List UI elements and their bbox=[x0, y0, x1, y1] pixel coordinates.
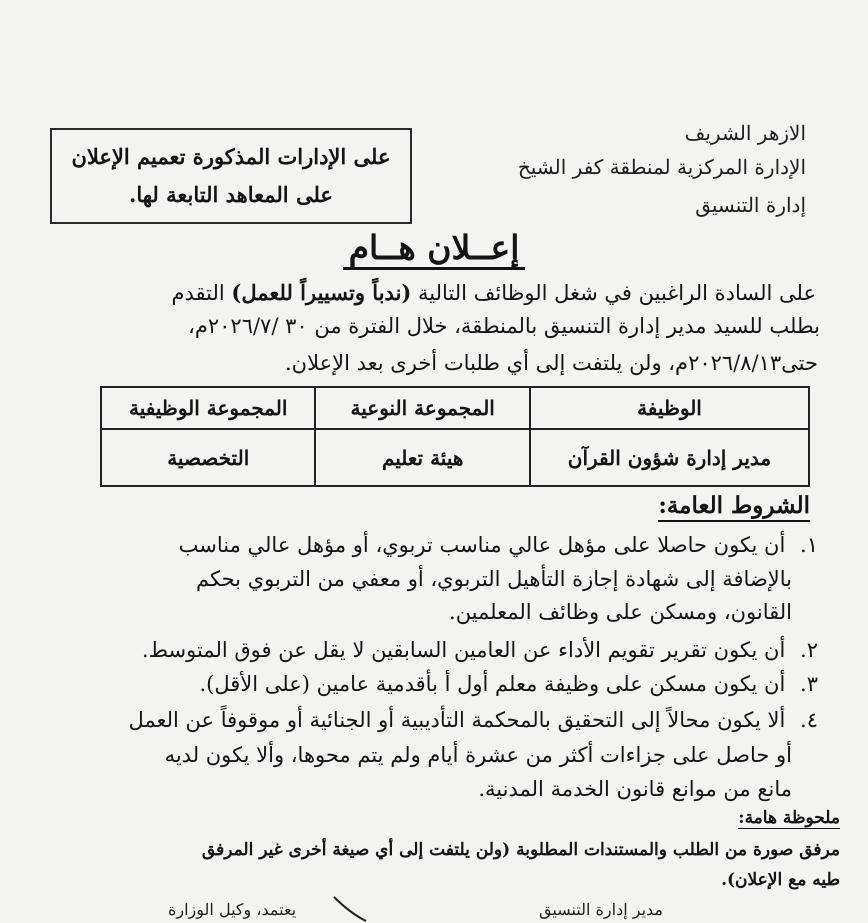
conditions-heading-text: الشروط العامة: bbox=[658, 492, 810, 522]
cell-functional-group: التخصصية bbox=[101, 429, 315, 486]
condition-3-text: أن يكون مسكن على وظيفة معلم أول أ بأقدمية عامين (على الأقل). bbox=[199, 672, 786, 696]
notice-line-2: على المعاهد التابعة لها. bbox=[129, 182, 333, 207]
jobs-table-header-row bbox=[101, 387, 809, 429]
condition-2-number: ٢. bbox=[800, 638, 818, 662]
circulation-notice-box bbox=[50, 128, 412, 224]
intro-line-1-pre: على السادة الراغبين في شغل الوظائف التالية bbox=[411, 281, 816, 305]
intro-line-1 bbox=[172, 276, 817, 310]
header-functional-group: المجموعة الوظيفية bbox=[101, 387, 315, 429]
announcement-title-text: إعــلان هــام bbox=[343, 228, 526, 270]
intro-line-3: حتى٢٠٢٦/٨/١٣م، ولن يلتفت إلى أي طلبات أخرى بعد الإعلان. bbox=[284, 351, 818, 375]
table-row bbox=[101, 429, 809, 486]
signature-undersecretary: يعتمد، وكيل الوزارة bbox=[168, 900, 297, 919]
note-line-1: مرفق صورة من الطلب والمستندات المطلوبة (ولن يلتفت إلى أي صيغة أخرى غير المرفق bbox=[201, 840, 840, 860]
intro-line-1-bold: (ندباً وتسييراً للعمل) bbox=[231, 280, 412, 305]
condition-4-number: ٤. bbox=[800, 708, 818, 732]
intro-line-2: بطلب للسيد مدير إدارة التنسيق بالمنطقة، خلال الفترة من ٣٠ /٢٠٢٦/٧م، bbox=[188, 314, 820, 338]
condition-1-line-1 bbox=[179, 533, 826, 557]
condition-1-line-2: بالإضافة إلى شهادة إجازة التأهيل التربوي، أو معفي من التربوي بحكم bbox=[196, 567, 792, 591]
note-line-2: طيه مع الإعلان). bbox=[721, 870, 840, 890]
condition-1-number: ١. bbox=[800, 533, 818, 557]
condition-4-text-1: ألا يكون محالاً إلى التحقيق بالمحكمة التأديبية أو الجنائية أو موقوفاً عن العمل bbox=[128, 708, 786, 732]
condition-3 bbox=[199, 672, 826, 696]
announcement-title bbox=[0, 228, 868, 267]
condition-1-line-3: القانون، ومسكن على وظائف المعلمين. bbox=[449, 600, 792, 624]
signature-coordination-director: مدير إدارة التنسيق bbox=[539, 900, 663, 919]
condition-2 bbox=[142, 638, 826, 662]
signature-stroke-icon bbox=[330, 893, 370, 923]
header-department: إدارة التنسيق bbox=[695, 193, 806, 217]
cell-job: مدير إدارة شؤون القرآن bbox=[530, 429, 809, 486]
condition-4-line-3: مانع من موانع قانون الخدمة المدنية. bbox=[478, 777, 792, 801]
header-qualitative-group: المجموعة النوعية bbox=[315, 387, 529, 429]
condition-1-text-1: أن يكون حاصلا على مؤهل عالي مناسب تربوي، أو مؤهل عالي مناسب bbox=[178, 533, 786, 557]
notice-line-1: على الإدارات المذكورة تعميم الإعلان bbox=[71, 144, 391, 169]
jobs-table bbox=[100, 386, 810, 487]
cell-qualitative-group: هيئة تعليم bbox=[315, 429, 529, 486]
condition-3-number: ٣. bbox=[800, 672, 818, 696]
header-institution: الازهر الشريف bbox=[684, 121, 806, 145]
conditions-heading bbox=[658, 492, 810, 519]
condition-4-line-1 bbox=[128, 708, 826, 732]
header-job: الوظيفة bbox=[530, 387, 809, 429]
header-central-administration: الإدارة المركزية لمنطقة كفر الشيخ bbox=[517, 155, 806, 179]
note-heading-text: ملحوظة هامة: bbox=[738, 808, 840, 828]
intro-line-1-post: التقدم bbox=[171, 281, 232, 305]
condition-4-line-2: أو حاصل على جزاءات أكثر من عشرة أيام ولم يتم محوها، وألا يكون لديه bbox=[164, 743, 792, 767]
condition-2-text: أن يكون تقرير تقويم الأداء عن العامين السابقين لا يقل عن فوق المتوسط. bbox=[141, 638, 786, 662]
note-heading bbox=[738, 808, 840, 828]
